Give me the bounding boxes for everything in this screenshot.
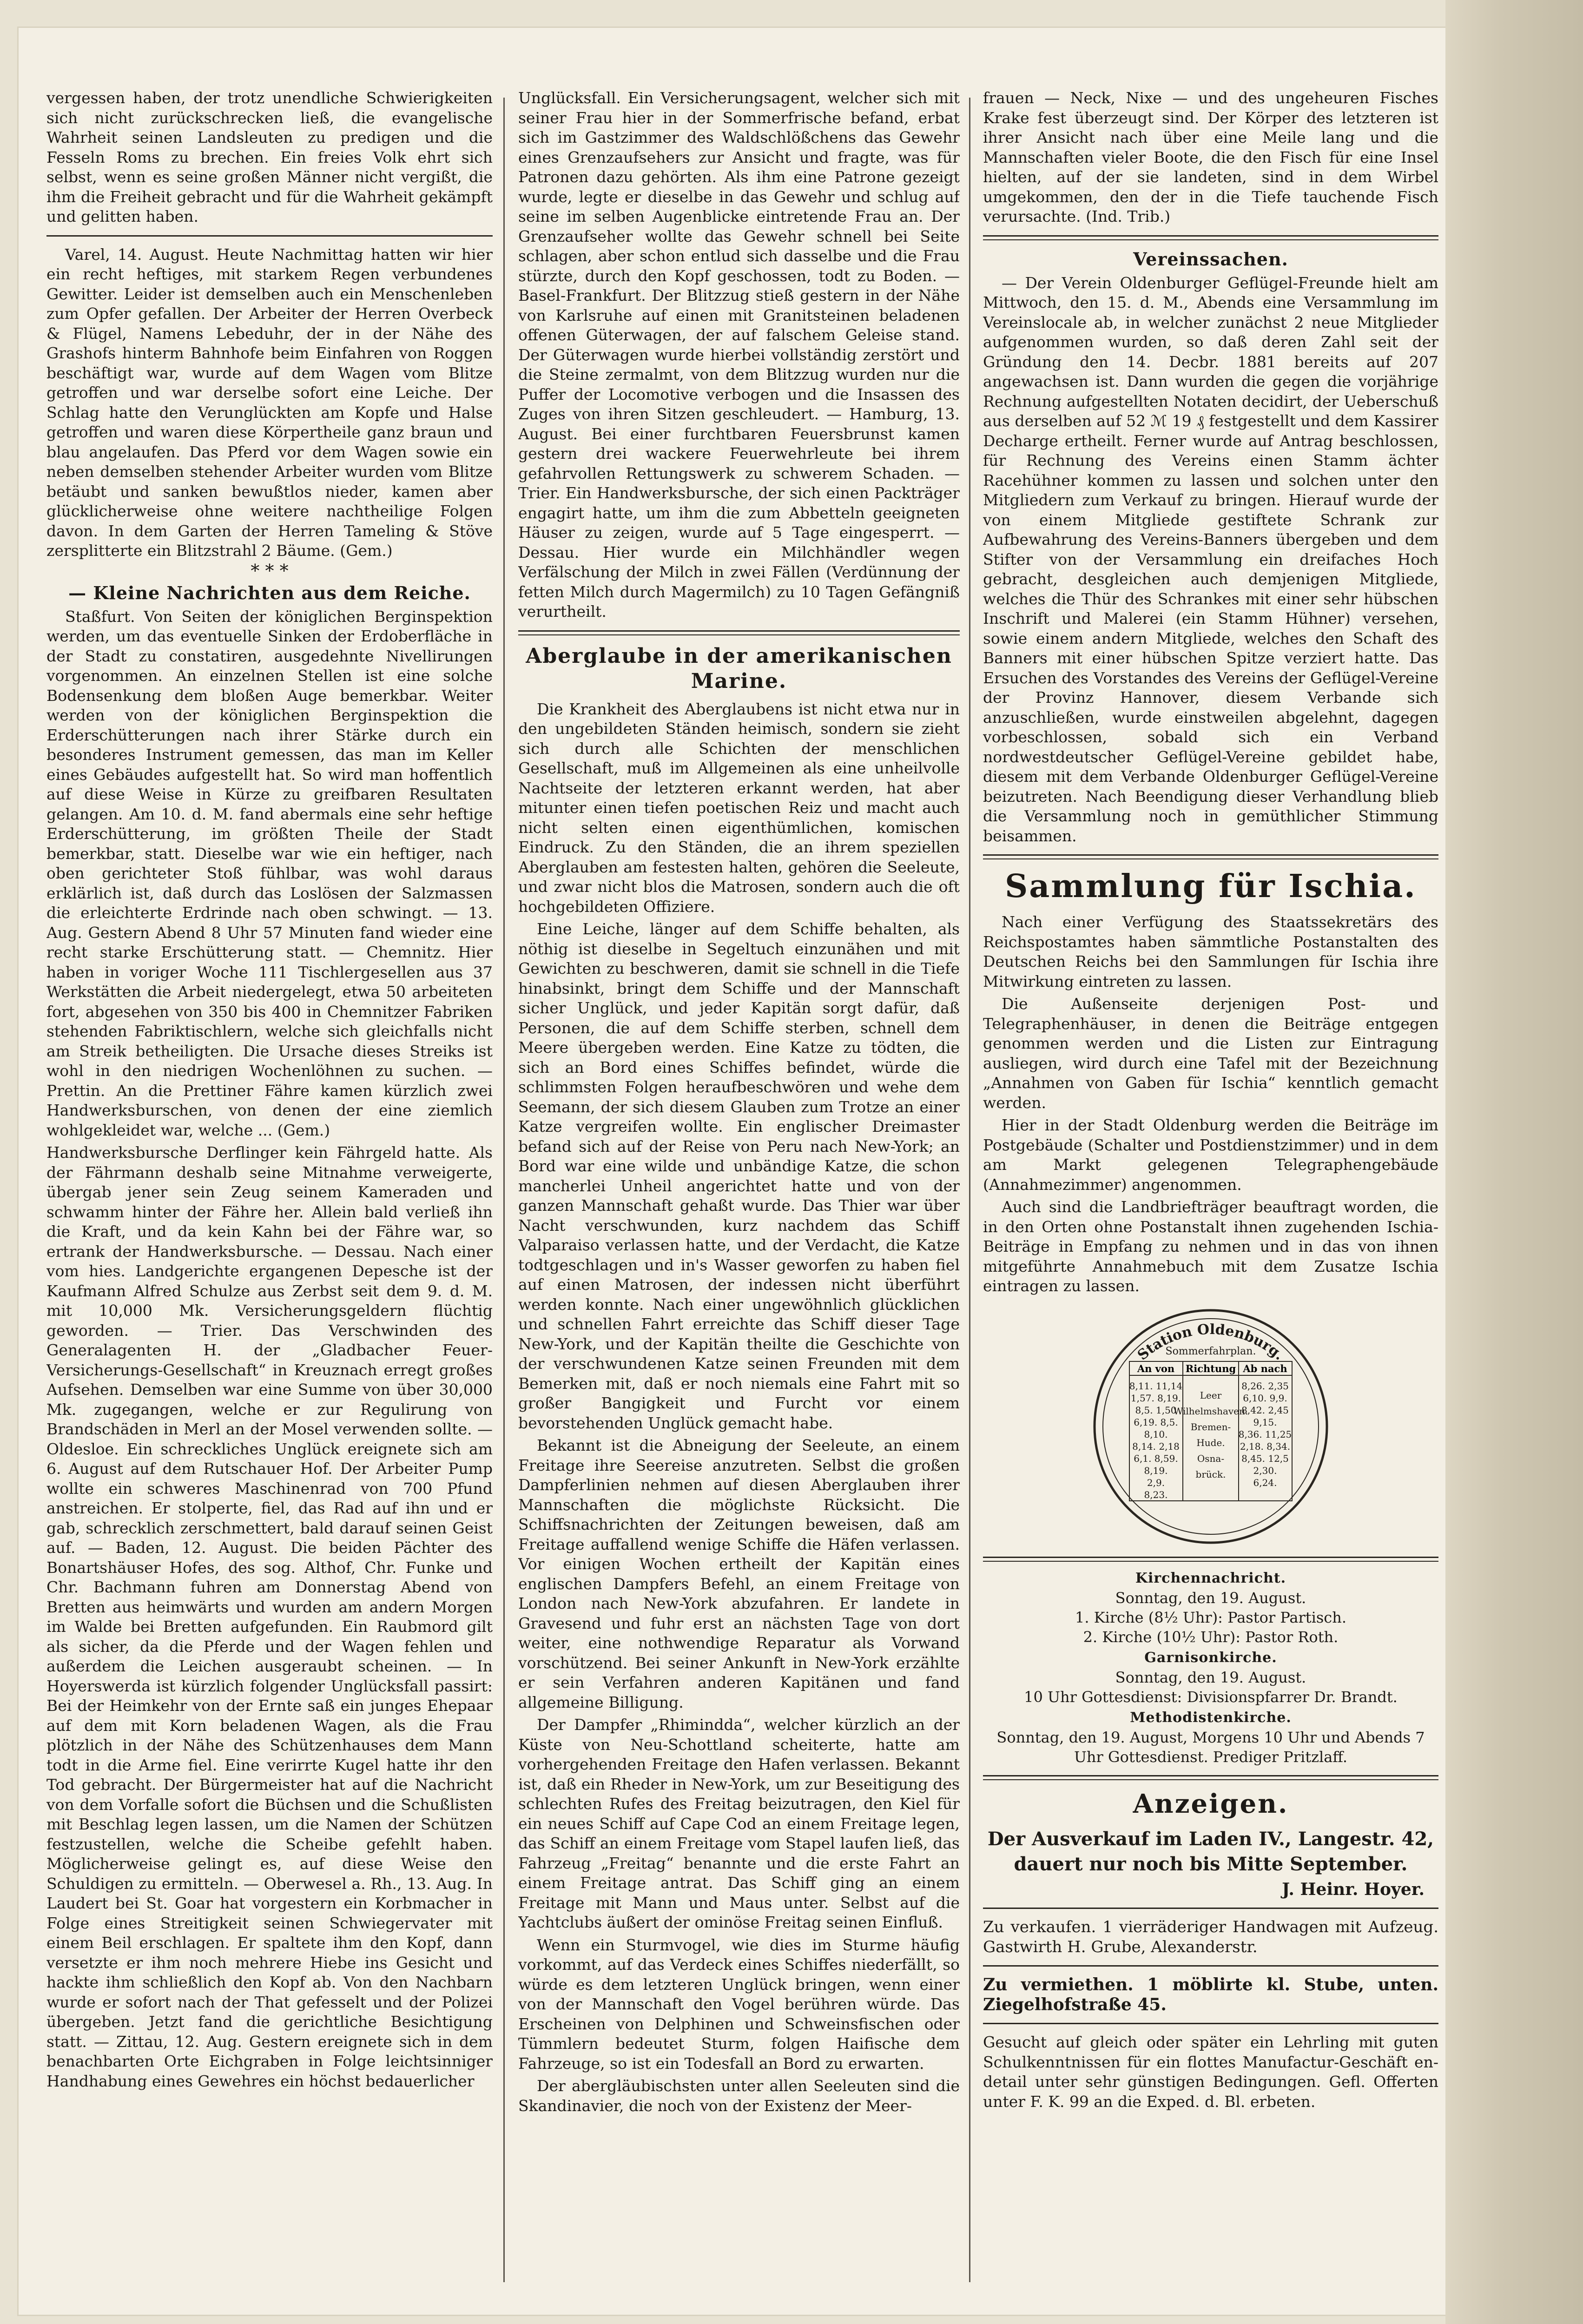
scan-margin [1445, 0, 1583, 2324]
heading-aberglaube: Aberglaube in der amerikanischen Marine. [526, 644, 952, 693]
heading-garnisonkirche: Garnisonkirche. [1144, 1649, 1277, 1666]
column-divider [969, 98, 970, 2282]
schedule-cell: 8,36. 11,25 [1238, 1428, 1292, 1440]
divider [983, 1908, 1438, 1909]
schedule-cell: 1,57. 8,19. [1130, 1392, 1181, 1404]
schedule-cell: 8,11. 11,14 [1129, 1380, 1183, 1392]
divider [983, 1557, 1438, 1562]
column-1 [46, 88, 493, 2287]
column-divider [503, 98, 505, 2282]
schedule-arrivals [1129, 1380, 1183, 1500]
schedule-col-departure: Ab nach [1243, 1362, 1287, 1374]
divider [518, 630, 960, 635]
article-ischia-1: Nach einer Verfügung des Staatssekretärs des Reichspostamtes haben sämmtliche Postanstalten des Deutschen Reichs bei den Sammlungen für Ischia ihre Mitwirkung eintreten zu lassen. [983, 913, 1438, 990]
schedule-cell: 2,18. 8,34. [1240, 1440, 1291, 1452]
schedule-cell: 6,24. [1253, 1477, 1277, 1488]
schedule-col-arrival: An von [1137, 1362, 1175, 1374]
ad-verkaufen: Zu verkaufen. 1 vierräderiger Handwagen mit Aufzeug. Gastwirth H. Grube, Alexanderstr. [983, 1918, 1438, 1956]
ad-gesucht: Gesucht auf gleich oder später ein Lehrling mit guten Schulkenntnissen für ein flottes Manufactur-Geschäft en-detail unter sehr günstigen Bedingungen. Gefl. Offerten unter F. K. 99 an die Exped. d. Bl. erbeten. [983, 2033, 1438, 2111]
article-aberglaube-2: Eine Leiche, länger auf dem Schiffe behalten, als nöthig ist dieselbe in Segeltuch einzunähen und mit Gewichten zu beschweren, damit sie schnell in die Tiefe hinabsinkt, bringt dem Schiffe und der Mannschaft sicher Unglück, und jeder Kapitän sorgt dafür, daß Personen, die auf dem Schiffe sterben, schnell dem Meere übergeben werden. Eine Katze zu tödten, die sich an Bord eines Schiffes befindet, würde die schlimmsten Folgen heraufbeschwören und wehe dem Seemann, der sich diesem Glauben zum Trotze an einer Katze vergreifen wollte. Ein englischer Dreimaster befand sich auf der Reise von Peru nach New-York; an Bord war eine wilde und unbändige Katze, die schon mancherlei Unheil angerichtet hatte und von der ganzen Mannschaft gehaßt wurde. Das Thier war über Nacht verschwunden, kurz nachdem das Schiff Valparaiso verlassen hatte, und der Verdacht, die Katze todtgeschlagen und in's Wasser geworfen zu haben fiel auf einen Matrosen, der indessen nicht überführt werden konnte. Nach einer ungewöhnlich glücklichen und schnellen Fahrt erreichte das Schiff dieser Tage New-York, und der Kapitän theilte die Geschichte von der verschwundenen Katze seinen Freunden mit dem Bemerken mit, daß er noch niemals eine Fahrt mit so großer Bangigkeit und Furcht vor einem bevorstehenden Unglück gemacht habe. [518, 920, 960, 1432]
schedule-cell: Hude. [1196, 1437, 1225, 1448]
schedule-cell: 2,9. [1147, 1477, 1165, 1488]
article-stassfurt: Staßfurt. Von Seiten der königlichen Berginspektion werden, um das eventuelle Sinken der Erdoberfläche in der Stadt zu constatiren, ausgedehnte Nivellirungen vorgenommen. An einzelnen Stellen ist eine solche Bodensenkung dem bloßen Auge bemerkbar. Weiter werden von der königlichen Berginspektion die Erderschütterungen nach ihrer Stärke durch ein besonderes Instrument gemessen, das man im Keller eines Gebäudes aufgestellt hat. So wird man hoffentlich auf diese Weise in Kürze zu greifbaren Resultaten gelangen. Am 10. d. M. fand abermals eine sehr heftige Erderschütterung, im größten Theile der Stadt bemerkbar, statt. Dieselbe war wie ein heftiger, nach oben gerichteter Stoß fühlbar, was wohl daraus erklärlich ist, daß durch das Loslösen der Salzmassen die erleichterte Erdrinde nach oben schwingt. — 13. Aug. Gestern Abend 8 Uhr 57 Minuten fand wieder eine recht starke Erschütterung statt. — Chemnitz. Hier haben in voriger Woche 111 Tischlergesellen aus 37 Werkstätten die Arbeit niedergelegt, etwa 50 arbeiteten fort, abgesehen von 350 bis 400 in Chemnitzer Fabriken stehenden Fabriktischlern, welche sich gleichfalls nicht am Streik betheiligten. Die Ursache dieses Streiks ist wohl in den niedrigen Wochenlöhnen zu suchen. — Prettin. An die Prettiner Fähre kamen kürzlich zwei Handwerksburschen, von denen der eine ziemlich wohlgekleidet war, welche ... (Gem.) [46, 607, 493, 1139]
schedule-cell: 8,45. 12,5 [1241, 1452, 1289, 1464]
article-meerfrauen: frauen — Neck, Nixe — und des ungeheuren Fisches Krake fest überzeugt sind. Der Körper des letzteren ist ihrer Ansicht nach über eine Meile lang und die Mannschaften vieler Boote, die den Fisch für eine Insel hielten, auf der sie landeten, sind in dem Wirbel umgekommen, den der in die Tiefe tauchende Fisch verursachte. (Ind. Trib.) [983, 89, 1438, 225]
article-aberglaube-4: Der Dampfer „Rhimindda“, welcher kürzlich an der Küste von Neu-Schottland scheiterte, hatte am vorhergehenden Freitage den Hafen verlassen. Bekannt ist, daß ein Rheder in New-York, um zur Beseitigung des schlechten Rufes des Freitag beizutragen, den Kiel für ein neues Schiff auf Cape Cod an einem Freitage legen, das Schiff an einem Freitage vom Stapel laufen ließ, das Fahrzeug „Freitag“ benannte und die erste Fahrt an einem Freitage antrat. Das Schiff ging an einem Freitage mit Mann und Maus unter. Selbst auf die Yachtclubs äußert der ominöse Freitag seinen Einfluß. [518, 1716, 960, 1931]
heading-kleine-nachrichten: — Kleine Nachrichten aus dem Reiche. [68, 582, 471, 603]
schedule-cell: 6,1. 8,59. [1134, 1452, 1178, 1464]
schedule-cell: Osna- [1197, 1452, 1225, 1464]
column-3 [983, 88, 1438, 2287]
article-continuation: vergessen haben, der trotz unendliche Schwierigkeiten sich nicht zurückschrecken ließ, die evangelische Wahrheit seinen Landsleuten zu predigen und die Fesseln Roms zu brechen. Ein freies Volk ehrt sich selbst, wenn es seine großen Männer nicht vergißt, die ihm die Freiheit gebracht und für die Wahrheit gekämpft und gelitten haben. [46, 89, 493, 225]
church-service-1: 1. Kirche (8½ Uhr): Pastor Partisch. [1075, 1608, 1346, 1626]
schedule-cell: 8,14. 2,18 [1132, 1440, 1180, 1452]
divider [983, 1965, 1438, 1967]
article-aberglaube-5: Wenn ein Sturmvogel, wie dies im Sturme häufig vorkommt, auf das Verdeck eines Schiffes niederfällt, so würde es dem letzteren Unglück bringen, wenn einer von der Mannschaft den Vogel berühren würde. Das Erscheinen von Delphinen und Schweinsfischen oder Tümmlern bedeutet Sturm, folgen Haifische dem Fahrzeuge, so ist ein Todesfall an Bord zu erwarten. [518, 1935, 960, 2073]
section-stars: * * * [251, 560, 289, 581]
church-date: Sonntag, den 19. August. [1115, 1589, 1306, 1607]
schedule-cell: Bremen- [1190, 1421, 1231, 1433]
methodist-service: Sonntag, den 19. August, Morgens 10 Uhr und Abends 7 Uhr Gottesdienst. Prediger Pritzlaff. [996, 1728, 1425, 1766]
train-schedule-seal [1034, 1306, 1387, 1547]
divider [983, 235, 1438, 240]
article-aberglaube-1: Die Krankheit des Aberglaubens ist nicht etwa nur in den ungebildeten Ständen heimisch, sondern sie zieht sich durch alle Schichten der menschlichen Gesellschaft, muß im Allgemeinen als eine unheilvolle Nachtseite der letzteren erkannt werden, hat aber mitunter einen tiefen poetischen Reiz und macht auch nicht selten einen eigenthümlichen, komischen Eindruck. Zu den Ständen, die an ihrem speziellen Aberglauben am festesten halten, gehören die Seeleute, und zwar nicht blos die Matrosen, sondern auch die oft hochgebildeten Offiziere. [518, 700, 960, 916]
schedule-cell: 9,15. [1253, 1416, 1277, 1428]
heading-methodistenkirche: Methodistenkirche. [1130, 1709, 1292, 1726]
article-gefluegel: — Der Verein Oldenburger Geflügel-Freunde hielt am Mittwoch, den 15. d. M., Abends eine Versammlung im Vereinslocale ab, in welcher zunächst 2 neue Mitglieder aufgenommen wurden, so daß deren Zahl seit der Gründung den 14. Decbr. 1881 bereits auf 207 angewachsen ist. Dann wurden die gegen die vorjährige Rechnung aufgestellten Notaten decidirt, der Ueberschuß aus derselben auf 52 ℳ 19 ₰ festgestellt und dem Kassirer Decharge ertheilt. Ferner wurde auf Antrag beschlossen, für Rechnung des Vereins einen Stamm ächter Racehühner kommen zu lassen und solchen unter den Mitgliedern zum Verkauf zu bringen. Hierauf wurde der von einem Mitgliede gestiftete Schrank zur Aufbewahrung des Vereins-Banners übergeben und dem Stifter von der Versammlung ein dreifaches Hoch gebracht, desgleichen auch demjenigen Mitgliede, welches die Thür des Schrankes mit einer sehr hübschen Inschrift und Malerei (ein Stamm Hühner) versehen, sowie einem andern Mitgliede, welches den Schaft des Banners mit einer hübschen Spitze verziert hatte. Das Ersuchen des Vorstandes des Vereins der Geflügel-Vereine der Provinz Hannover, diesem Verbande sich anzuschließen, wurde einstweilen abgelehnt, dagegen vorbeschlossen, sobald sich ein Verband nordwestdeutscher Geflügel-Vereine gebildet habe, diesem mit dem Verbande Oldenburger Geflügel-Vereine beizutreten. Nach Beendigung dieser Verhandlung blieb die Versammlung noch in gemüthlicher Stimmung beisammen. [983, 273, 1438, 845]
schedule-graphic [1034, 1306, 1387, 1547]
schedule-subtitle: Sommerfahrplan. [1165, 1345, 1256, 1357]
church-service-2: 2. Kirche (10½ Uhr): Pastor Roth. [1083, 1628, 1339, 1646]
divider [983, 1775, 1438, 1780]
schedule-departures [1239, 1380, 1292, 1488]
divider [983, 2023, 1438, 2024]
schedule-cell: 8,5. 1,50 [1135, 1404, 1177, 1416]
garrison-service: 10 Uhr Gottesdienst: Divisionspfarrer Dr. Brandt. [1024, 1688, 1398, 1706]
ad-ausverkauf: Der Ausverkauf im Laden IV., Langestr. 42, dauert nur noch bis Mitte September. [987, 1828, 1434, 1875]
ad-vermiethen: Zu vermiethen. 1 möblirte kl. Stube, unten. Ziegelhofstraße 45. [983, 1975, 1438, 2014]
article-unglucksfall: Unglücksfall. Ein Versicherungsagent, welcher sich mit seiner Frau hier in der Sommerfrische befand, erbat sich im Gastzimmer des Waldschlößchens das Gewehr eines Grenzaufsehers zur Ansicht und fragte, was für Patronen dazu gehörten. Als ihm eine Patrone gezeigt wurde, legte er dieselbe in das Gewehr und schlug auf seine im selben Augenblicke eintretende Frau an. Der Grenzaufseher wollte das Gewehr schnell bei Seite schlagen, aber schon entlud sich dasselbe und die Frau stürzte, durch den Kopf geschossen, todt zu Boden. — Basel-Frankfurt. Der Blitzzug stieß gestern in der Nähe von Karlsruhe auf einen mit Granitsteinen beladenen offenen Güterwagen, der auf falschem Geleise stand. Der Güterwagen wurde hierbei vollständig zerstört und die Steine zermalmt, von dem Blitzzug wurden nur die Puffer der Locomotive verbogen und die Insassen des Zuges von ihren Sitzen geschleudert. — Hamburg, 13. August. Bei einer furchtbaren Feuersbrunst kamen gestern drei wackere Feuerwehrleute bei ihrem gefahrvollen Rettungswerk zu schwerem Schaden. — Trier. Ein Handwerksbursche, der sich einen Packträger engagirt hatte, um ihm die zum Abbetteln geeigneten Häuser zu zeigen, wurde auf 5 Tage eingesperrt. — Dessau. Hier wurde ein Milchhändler wegen Verfälschung der Milch in zwei Fällen (Verdünnung der fetten Milch durch Magermilch) zu 10 Tagen Gefängniß verurtheilt. [518, 89, 960, 621]
schedule-cell: 8,26. 2,35 [1241, 1380, 1289, 1392]
column-2 [518, 88, 960, 2287]
schedule-cell: Leer [1200, 1389, 1222, 1401]
schedule-cell: 8,10. [1144, 1428, 1168, 1440]
newspaper-page [19, 28, 1445, 2315]
article-aberglaube-3: Bekannt ist die Abneigung der Seeleute, an einem Freitage ihre Seereise anzutreten. Selbst die großen Dampferlinien nehmen auf diesen Aberglauben ihrer Mannschaften die möglichste Rücksicht. Die Schiffsnachrichten der Zeitungen beweisen, daß am Freitage auffallend wenige Schiffe die Häfen verlassen. Vor einigen Wochen ertheilt der Kapitän eines englischen Dampfers Befehl, an einem Freitage von London nach New-York abzufahren. Er landete in Gravesend und fuhr erst an nächsten Tage von dort weiter, eine nothwendige Reparatur als Vorwand vorschützend. Bei seiner Ankunft in New-York erzählte er sein Verfahren anderen Kapitänen und fand allgemeine Billigung. [518, 1436, 960, 1711]
article-aberglaube-6: Der abergläubischsten unter allen Seeleuten sind die Skandinavier, die noch von der Existenz der Meer- [518, 2077, 960, 2115]
article-varel: Varel, 14. August. Heute Nachmittag hatten wir hier ein recht heftiges, mit starkem Regen verbundenes Gewitter. Leider ist demselben auch ein Menschenleben zum Opfer gefallen. Der Arbeiter der Herren Overbeck & Flügel, Namens Lebeduhr, der in der Nähe des Grashofs hinterm Bahnhofe beim Einfahren von Roggen beschäftigt war, wurde auf dem Wagen vom Blitze getroffen und war derselbe sofort eine Leiche. Der Schlag hatte den Verunglückten am Kopfe und Halse getroffen und waren diese Körpertheile ganz braun und blau angelaufen. Das Pferd vor dem Wagen sowie ein neben demselben stehender Arbeiter wurden vom Blitze betäubt und sanken bewußtlos nieder, kamen aber glücklicherweise ohne weitere nachtheilige Folgen davon. In dem Garten der Herren Tameling & Stöve zersplitterte ein Blitzstrahl 2 Bäume. (Gem.) [46, 245, 493, 560]
heading-ischia: Sammlung für Ischia. [1005, 868, 1417, 905]
schedule-col-direction: Richtung [1185, 1362, 1236, 1374]
article-ischia-4: Auch sind die Landbriefträger beauftragt worden, die in den Orten ohne Postanstalt ihnen zugehenden Ischia-Beiträge in Empfang zu nehmen und in das von ihnen mitgeführte Annahmebuch mit dem Zusatze Ischia eintragen zu lassen. [983, 1198, 1438, 1295]
schedule-directions [1174, 1390, 1248, 1480]
heading-kirchennachricht: Kirchennachricht. [1135, 1570, 1286, 1586]
heading-anzeigen: Anzeigen. [1133, 1788, 1289, 1819]
heading-vereinssachen: Vereinssachen. [1133, 248, 1288, 270]
garrison-date: Sonntag, den 19. August. [1115, 1668, 1306, 1686]
schedule-cell: 8,19. [1144, 1465, 1168, 1476]
schedule-cell: Wilhelmshaven. [1173, 1405, 1248, 1417]
schedule-title: Station Oldenburg. [1134, 1321, 1287, 1364]
article-ischia-3: Hier in der Stadt Oldenburg werden die Beiträge im Postgebäude (Schalter und Postdienstzimmer) und in dem am Markt gelegenen Telegraphengebäude (Annahmezimmer) angenommen. [983, 1116, 1438, 1194]
article-news-continued: Handwerksbursche Derflinger kein Fährgeld hatte. Als der Fährmann deshalb seine Mitnahme verweigerte, übergab jener sein Zeug seinem Kameraden und schwamm hinter der Fähre her. Allein bald verließ ihn die Kraft, und da kein Kahn bei der Fähre war, so ertrank der Handwerksbursche. — Dessau. Nach einer vom hies. Landgerichte ergangenen Depesche ist der Kaufmann Alfred Schulze aus Zerbst seit dem 9. d. M. mit 10,000 Mk. Versicherungsgeldern flüchtig geworden. — Trier. Das Verschwinden des Generalagenten H. der „Gladbacher Feuer-Versicherungs-Gesellschaft“ in Kreuznach erregt großes Aufsehen. Demselben war eine Summe von über 30,000 Mk. zugegangen, welche er zur Regulirung von Brandschäden in Merl an der Mosel verwenden sollte. — Oldesloe. Ein schreckliches Unglück ereignete sich am 6. August auf dem Rutschauer Hof. Der Arbeiter Pump wollte ein schweres Maschinenrad von 700 Pfund anstreichen. Er stolperte, fiel, das Rad auf ihn und er gab, schrecklich zerschmettert, bald darauf seinen Geist auf. — Baden, 12. August. Die beiden Pächter des Bonartshäuser Hofes, des sog. Althof, Chr. Funke und Chr. Bachmann fuhren am Donnerstag Abend von Bretten aus heimwärts und wurden am andern Morgen im Walde bei Bretten aufgefunden. Ein Raubmord gilt als sicher, da die Pferde und der Wagen fehlen und außerdem die Leichen ausgeraubt scheinen. — In Hoyerswerda ist kürzlich folgender Unglücksfall passirt: Bei der Heimkehr von der Ernte saß ein junges Ehepaar auf dem mit Korn beladenen Wagen, als die Frau plötzlich in der Nähe des Schützenhauses dem Mann todt in die Arme fiel. Eine verirrte Kugel hatte ihr den Tod gebracht. Der Bürgermeister hat auf die Nachricht von dem Vorfalle sofort die Büchsen und die Schußlisten mit Beschlag legen lassen, um die Namen der Schützen festzustellen, welche die Scheibe gefehlt haben. Möglicherweise gelingt es, auf diese Weise den Schuldigen zu ermitteln. — Oberwesel a. Rh., 13. Aug. In Laudert bei St. Goar hat vorgestern ein Korbmacher in Folge eines Streitigkeit seinen Schwiegervater mit einem Beil erschlagen. Er spaltete ihm den Kopf, dann versetzte er ihm noch mehrere Hiebe ins Gesicht und hackte ihm schließlich den Kopf ab. Von den Nachbarn wurde er sofort nach der That gefesselt und der Polizei übergeben. Jetzt fand die gerichtliche Besichtigung statt. — Zittau, 12. Aug. Gestern ereignete sich in dem benachbarten Orte Eichgraben in Folge leichtsinniger Handhabung eines Gewehres ein höchst bedauerlicher [46, 1143, 493, 2090]
divider [983, 854, 1438, 859]
schedule-cell: 8,23. [1144, 1489, 1168, 1500]
schedule-cell: 8,42. 2,45 [1241, 1404, 1289, 1416]
schedule-cell: 6,10. 9,9. [1243, 1392, 1287, 1404]
divider [46, 235, 493, 237]
article-ischia-2: Die Außenseite derjenigen Post- und Telegraphenhäuser, in denen die Beiträge entgegen genommen werden und die Listen zur Eintragung ausliegen, wird durch eine Tafel mit der Bezeichnung „Annahmen von Gaben für Ischia“ kenntlich gemacht werden. [983, 995, 1438, 1112]
schedule-cell: 6,19. 8,5. [1134, 1416, 1178, 1428]
schedule-cell: brück. [1195, 1468, 1226, 1480]
schedule-cell: 2,30. [1253, 1465, 1277, 1476]
ad-ausverkauf-signature: J. Heinr. Hoyer. [1282, 1879, 1425, 1899]
